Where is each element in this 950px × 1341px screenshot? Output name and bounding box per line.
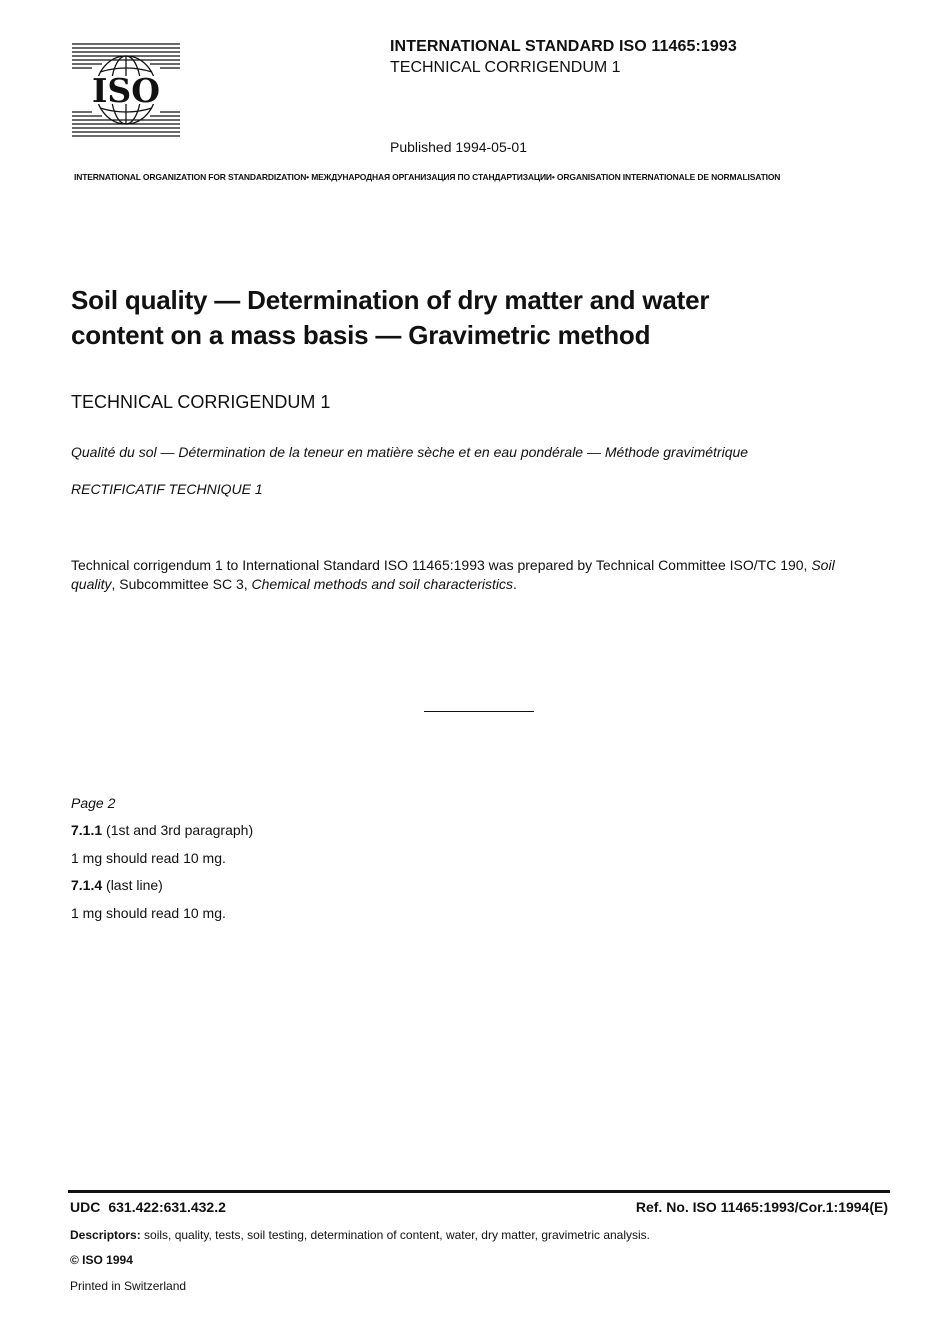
- prep-part1: Technical corrigendum 1 to International Standard ISO 11465:1993 was prepared by Technical Committee ISO/TC 190,: [71, 557, 812, 573]
- udc-code: [70, 1199, 226, 1215]
- clause-note: (1st and 3rd paragraph): [102, 822, 254, 838]
- standard-title: INTERNATIONAL STANDARD ISO 11465:1993: [390, 38, 737, 55]
- french-title: Qualité du sol — Détermination de la teneur en matière sèche et en eau pondérale — Méthode gravimétrique: [71, 444, 749, 460]
- iso-logo-text: ISO: [91, 71, 161, 110]
- descriptors-value: soils, quality, tests, soil testing, determination of content, water, dry matter, gravimetric analysis.: [140, 1228, 651, 1242]
- prep-part2: , Subcommittee SC 3,: [111, 576, 252, 592]
- correction-text: 1 mg should read 10 mg.: [71, 905, 226, 921]
- correction-clause: [71, 822, 253, 838]
- descriptors: [70, 1228, 650, 1242]
- footer-rule: [68, 1190, 890, 1193]
- udc-label: UDC: [70, 1199, 101, 1215]
- correction-clause: [71, 877, 163, 893]
- section-divider: [424, 711, 534, 712]
- french-rectificatif: RECTIFICATIF TECHNIQUE 1: [71, 481, 263, 497]
- prep-subcommittee: Chemical methods and soil characteristics: [251, 576, 513, 592]
- copyright: © ISO 1994: [70, 1253, 133, 1267]
- udc-value: 631.422:631.432.2: [108, 1199, 226, 1215]
- prep-end: .: [512, 576, 517, 592]
- clause-number: 7.1.4: [71, 877, 103, 893]
- descriptors-label: Descriptors:: [70, 1228, 141, 1242]
- correction-text: 1 mg should read 10 mg.: [71, 850, 226, 866]
- clause-number: 7.1.1: [71, 822, 103, 838]
- prep-committee: Soil quality: [71, 557, 835, 592]
- document-corrigendum: TECHNICAL CORRIGENDUM 1: [71, 392, 331, 412]
- document-title-line2: content on a mass basis — Gravimetric method: [71, 320, 651, 350]
- organization-line: INTERNATIONAL ORGANIZATION FOR STANDARDIZATION• МЕЖДУНАРОДНАЯ ОРГАНИЗАЦИЯ ПО СТАНДАРТИЗАЦИИ• ORGANISATION INTERNATIONALE DE NORMALISATION: [74, 172, 781, 182]
- document-title-line1: Soil quality — Determination of dry matter and water: [71, 285, 710, 315]
- page-reference: Page 2: [71, 795, 116, 811]
- document-title: [71, 283, 871, 353]
- preparation-paragraph: [71, 556, 881, 594]
- corrigendum-label: TECHNICAL CORRIGENDUM 1: [390, 59, 621, 76]
- clause-note: (last line): [102, 877, 163, 893]
- reference-number: Ref. No. ISO 11465:1993/Cor.1:1994(E): [635, 1199, 888, 1215]
- published-date: Published 1994-05-01: [390, 139, 527, 155]
- iso-logo: [72, 42, 180, 138]
- printed-location: Printed in Switzerland: [70, 1279, 187, 1293]
